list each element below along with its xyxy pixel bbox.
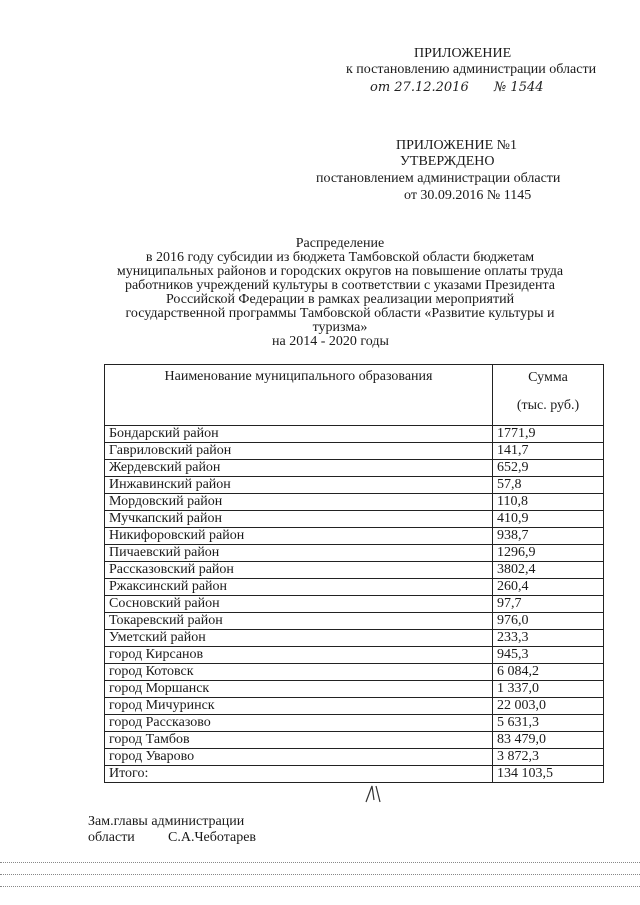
row-name: город Рассказово [105,715,493,732]
row-name: город Уварово [105,749,493,766]
doc-title-line-3: муниципальных районов и городских округов на повышение оплаты труда [116,264,564,279]
table-row [105,732,604,749]
row-sum: 976,0 [493,613,604,630]
row-sum: 652,9 [493,460,604,477]
row-name: Токаревский район [105,613,493,630]
table-row [105,647,604,664]
row-name: город Котовск [105,664,493,681]
table-row [105,545,604,562]
row-name: город Мичуринск [105,698,493,715]
table-row [105,443,604,460]
row-name: Жердевский район [105,460,493,477]
doc-title-line-8: на 2014 - 2020 годы [272,334,389,349]
table-row [105,664,604,681]
doc-title-line-4: работников учреждений культуры в соответствии с указами Президента [124,278,556,293]
row-name: Никифоровский район [105,528,493,545]
row-sum: 1296,9 [493,545,604,562]
signature-position: Зам.главы администрации [88,814,245,829]
signature-name: С.А.Чеботарев [168,830,257,845]
table-row [105,630,604,647]
table-row [105,715,604,732]
row-name: Уметский район [105,630,493,647]
scan-artifact-line [0,874,640,875]
row-sum: 141,7 [493,443,604,460]
scan-artifact-line [0,886,640,887]
distribution-table [104,364,604,783]
row-name: город Кирсанов [105,647,493,664]
table-row [105,596,604,613]
approved-label: УТВЕРЖДЕНО [400,154,495,169]
doc-title-line-7: туризма» [312,320,368,335]
header-sum-unit: (тыс. руб.) [516,398,580,413]
row-sum: 3802,4 [493,562,604,579]
attachment-subtitle: к постановлению администрации области [346,62,597,77]
doc-title-line-2: в 2016 году субсидии из бюджета Тамбовской области бюджетам [145,250,535,265]
attachment-title: ПРИЛОЖЕНИЕ [414,46,512,61]
row-name: Инжавинский район [105,477,493,494]
row-sum: 110,8 [493,494,604,511]
table-row [105,681,604,698]
row-name: Мордовский район [105,494,493,511]
table-row [105,749,604,766]
row-name: Пичаевский район [105,545,493,562]
row-name: Гавриловский район [105,443,493,460]
signature-mark [362,782,386,806]
table-row [105,460,604,477]
row-sum: 233,3 [493,630,604,647]
row-sum: 938,7 [493,528,604,545]
row-sum: 260,4 [493,579,604,596]
table-row [105,562,604,579]
row-name: Бондарский район [105,426,493,443]
scan-artifact-line [0,862,640,863]
total-sum: 134 103,5 [493,766,604,783]
handwritten-number: № 1544 [494,80,544,95]
row-sum: 6 084,2 [493,664,604,681]
total-label: Итого: [105,766,493,783]
row-name: город Тамбов [105,732,493,749]
row-name: Сосновский район [105,596,493,613]
row-sum: 945,3 [493,647,604,664]
row-sum: 22 003,0 [493,698,604,715]
doc-title-line-6: государственной программы Тамбовской области «Развитие культуры и [125,306,555,321]
appendix-number: ПРИЛОЖЕНИЕ №1 [396,138,517,153]
row-sum: 1771,9 [493,426,604,443]
row-sum: 57,8 [493,477,604,494]
table-row [105,698,604,715]
total-row [105,766,604,783]
table-row [105,494,604,511]
row-sum: 410,9 [493,511,604,528]
row-sum: 83 479,0 [493,732,604,749]
approved-by: постановлением администрации области [316,171,561,186]
header-sum-label: Сумма [528,370,568,385]
table-row [105,477,604,494]
header-sum [493,365,604,426]
handwritten-date: от 27.12.2016 [370,80,469,95]
table-row [105,426,604,443]
row-name: Мучкапский район [105,511,493,528]
table-header-row [105,365,604,426]
doc-title-line-5: Российской Федерации в рамках реализации мероприятий [165,292,515,307]
approved-date: от 30.09.2016 № 1145 [404,188,532,203]
row-sum: 5 631,3 [493,715,604,732]
row-name: Ржаксинский район [105,579,493,596]
table-row [105,579,604,596]
table-row [105,511,604,528]
row-sum: 1 337,0 [493,681,604,698]
row-sum: 3 872,3 [493,749,604,766]
signature-role: области [88,830,135,845]
header-municipality: Наименование муниципального образования [105,365,493,426]
table-row [105,613,604,630]
row-sum: 97,7 [493,596,604,613]
row-name: город Моршанск [105,681,493,698]
doc-title-line-1: Распределение [295,236,385,251]
row-name: Рассказовский район [105,562,493,579]
table-row [105,528,604,545]
